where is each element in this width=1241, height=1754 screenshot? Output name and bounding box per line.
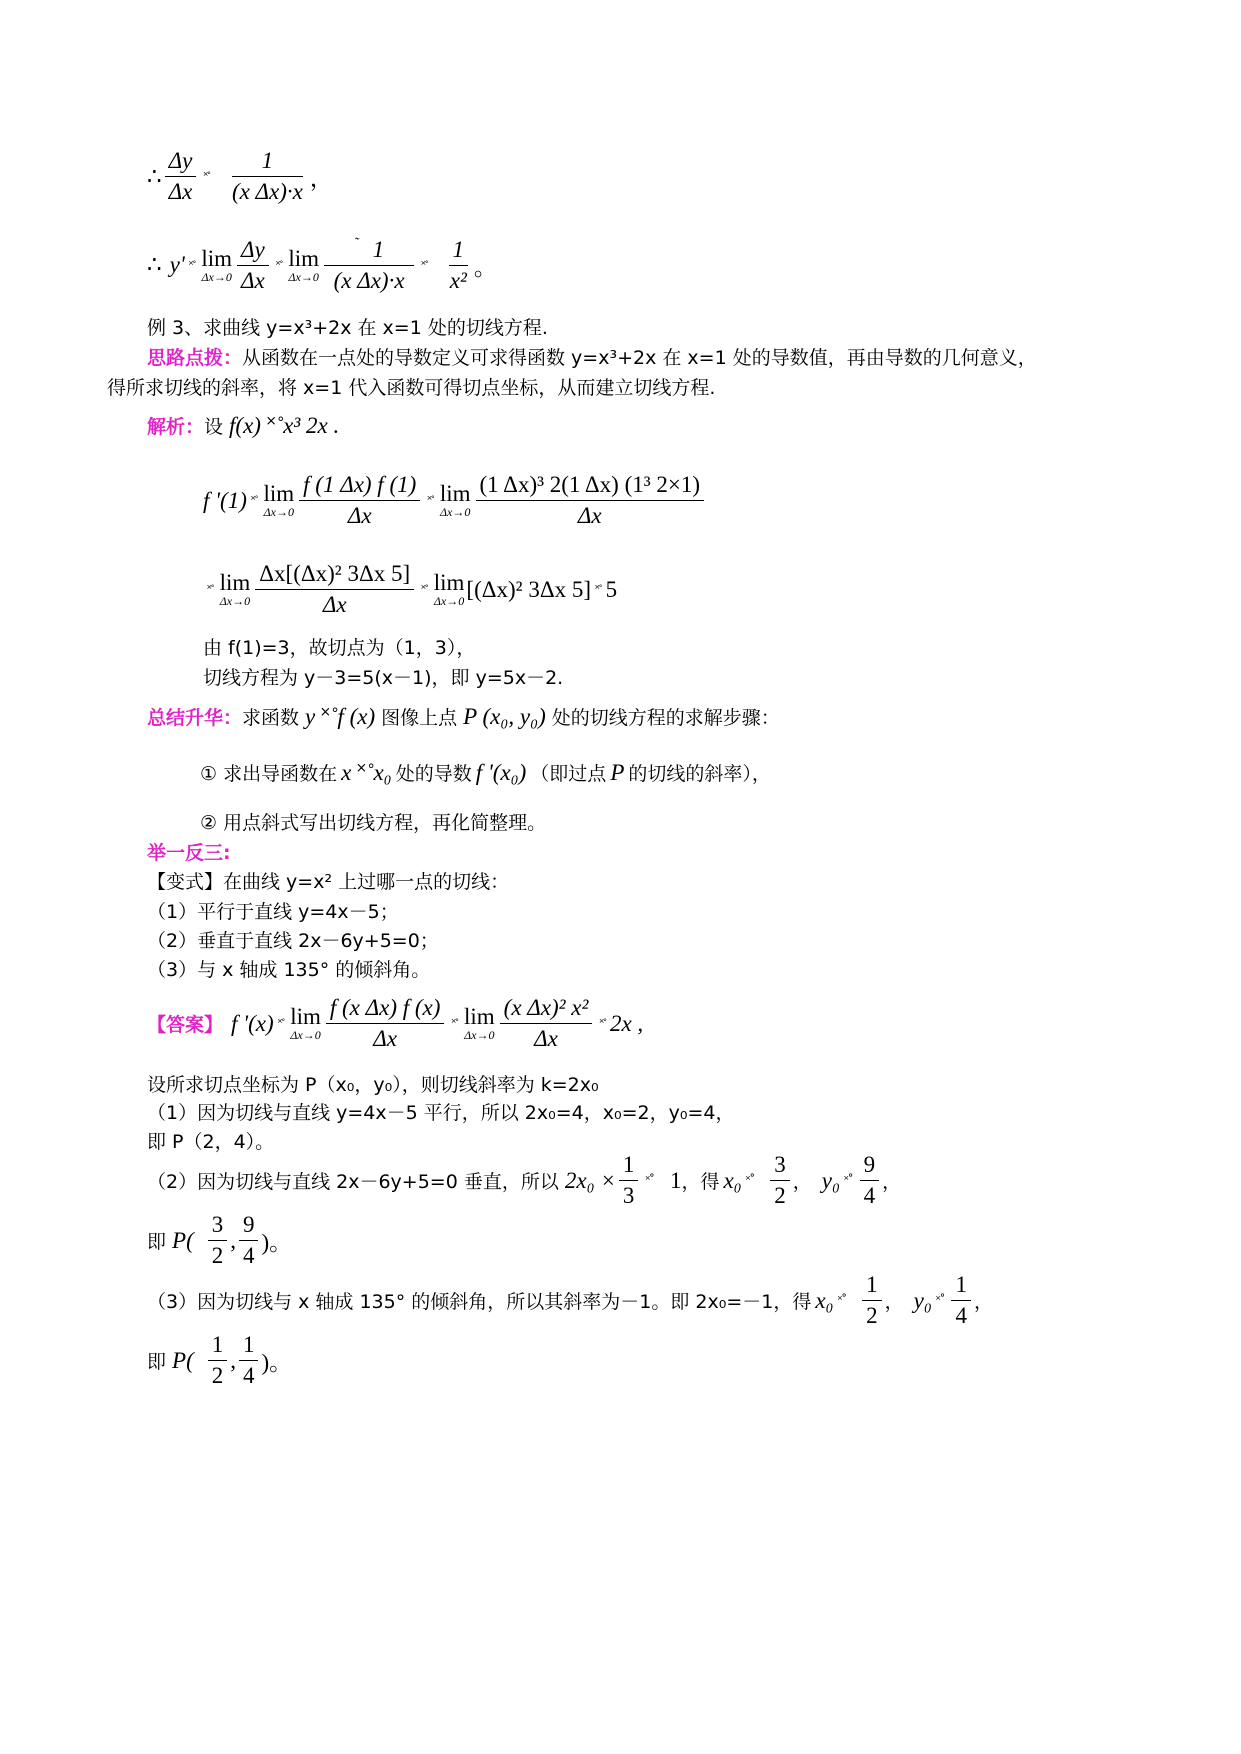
fraction-squared-diff: $\frac{\text{(x Δx)² x²}}{\Delta x}$ <box>500 995 593 1052</box>
limit: lim Δx→0 <box>463 1004 495 1042</box>
solution-label: 解析： <box>147 416 205 438</box>
limit: lim Δx→0 <box>219 570 251 608</box>
summary-step-2: ② 用点斜式写出切线方程，再化简整理。 <box>200 812 547 834</box>
summary-line: 总结升华： 求函数 y ˟˚f (x) 图像上点 P (x₀, y₀) 处的切线方程的求解步骤： <box>147 703 780 729</box>
fraction-diff-quotient: $\frac{f (1 \Delta x) f (1)}{\Delta x}$ <box>299 472 420 529</box>
fraction-one-third: $\frac{1}{3}$ <box>619 1152 639 1209</box>
answer-part-3-point: 即 P( $\frac{1}{2}$ , $\frac{1}{4}$ )。 <box>147 1332 293 1388</box>
fraction-rhs: $\frac{^˜ 1}{\text{(x Δx)·x}}$ <box>324 236 414 294</box>
fraction-dy-dx: $\frac{\Delta y}{\Delta x}$ <box>165 148 197 205</box>
tangent-point: 由 f(1)=3，故切点为（1，3）， <box>203 637 476 659</box>
fraction-three-halves: $\frac{3}{2}$ <box>770 1152 790 1209</box>
limit: lim Δx→0 <box>201 245 233 284</box>
answer-coordinates: 设所求切点坐标为 P（x₀，y₀），则切线斜率为 k=2x₀ <box>147 1074 599 1096</box>
fraction-one-quarter: $\frac{1}{4}$ <box>951 1272 971 1329</box>
limit: lim Δx→0 <box>439 481 471 519</box>
variant-title: 【变式】在曲线 y=x² 上过哪一点的切线： <box>147 871 510 893</box>
derivative-line-2: ˟˚ lim Δx→0 $\frac{\text{Δx[(Δx)² 3Δx 5]}}{\Delta x}$ ˟˚ lim Δx→0 [(Δx)² 3Δx 5] ˟˚ 5 <box>207 561 618 617</box>
limit: lim Δx→0 <box>433 570 465 608</box>
answer-part-2-point: 即 P( $\frac{3}{2}$ , $\frac{9}{4}$ )。 <box>147 1212 293 1268</box>
answer-part-3: （3）因为切线与 x 轴成 135° 的倾斜角，所以其斜率为－1。即 2x₀=－1，得 x₀ ˟˚ $\frac{1}{2}$ ， y₀ ˟˚ $\frac{1}{4}$ ， <box>147 1272 993 1328</box>
variant-item-2: （2）垂直于直线 2x－6y+5=0； <box>147 930 439 952</box>
fraction-one-over-x-squared: $\frac{1}{\text{x²}}$ <box>449 236 467 293</box>
answer-part-1: （1）因为切线与直线 y=4x－5 平行，所以 2x₀=4，x₀=2，y₀=4， <box>147 1102 735 1124</box>
fraction-factored: $\frac{\text{Δx[(Δx)² 3Δx 5]}}{\Delta x}$ <box>255 561 414 618</box>
variant-item-1: （1）平行于直线 y=4x－5； <box>147 901 399 923</box>
hint-label: 思路点拨： <box>147 347 243 369</box>
hint-line-1: 思路点拨：从函数在一点处的导数定义可求得函数 y=x³+2x 在 x=1 处的导数值，再由导数的几何意义， <box>147 347 1037 369</box>
fraction-dy-dx: $\frac{\Delta y}{\Delta x}$ <box>237 237 269 294</box>
answer-part-1-point: 即 P（2，4）。 <box>147 1131 275 1153</box>
therefore-symbol: ∴ <box>147 252 162 277</box>
variant-label: 举一反三: <box>147 842 231 864</box>
limit: lim Δx→0 <box>288 245 319 284</box>
fraction-rhs: $\frac{1}{\text{(x Δx)·x}}$ <box>231 148 303 204</box>
variant-item-3: （3）与 x 轴成 135° 的倾斜角。 <box>147 959 431 981</box>
limit: lim Δx→0 <box>290 1004 321 1042</box>
equals-glyph: ˟˚ <box>203 169 210 183</box>
solution-setup: 解析： 设 f(x) ˟˚x³ 2x . <box>147 412 340 438</box>
fraction-one-half: $\frac{1}{2}$ <box>862 1272 882 1329</box>
formula-1: ∴ $\frac{\Delta y}{\Delta x}$ ˟˚ $\frac{1}{\text{(x Δx)·x}}$ ， <box>147 148 333 204</box>
example-3-title: 例 3、求曲线 y=x³+2x 在 x=1 处的切线方程. <box>147 317 548 339</box>
fraction-diff-quotient: $\frac{\text{f (x Δx) f (x)}}{\Delta x}$ <box>326 995 445 1052</box>
derivative-line-1: f '(1) ˟˚ lim Δx→0 $\frac{f (1 \Delta x) f (1)}{\Delta x}$ ˟˚ lim Δx→0 $\frac{\text{(1 Δx)³ 2(1 Δx) (1³ 2×1)}}{\Delta x}$ <box>203 472 707 529</box>
tangent-equation: 切线方程为 y－3=5(x－1)，即 y=5x－2. <box>203 667 564 689</box>
therefore-symbol: ∴ <box>147 163 162 189</box>
limit: lim Δx→0 <box>263 481 295 519</box>
answer-derivative: 【答案】 f '(x) ˟˚ lim Δx→0 $\frac{\text{f (x Δx) f (x)}}{\Delta x}$ ˟˚ lim Δx→0 $\frac{\text{(x Δx)² x²}}{\Delta x}$ ˟˚ 2x , <box>147 995 644 1051</box>
formula-2: ∴ y' ˟˚ lim Δx→0 $\frac{\Delta y}{\Delta x}$ ˟˚ lim Δx→0 $\frac{^˜ 1}{\text{(x Δx)·x}}$ ˟˚ $\frac{1}{\text{x²}}$ 。 <box>147 236 497 293</box>
summary-step-1: ① 求出导函数在 x ˟˚x₀ 处的导数 f '(x₀) （即过点 P 的切线的斜率）， <box>200 759 771 785</box>
fraction-expanded: $\frac{\text{(1 Δx)³ 2(1 Δx) (1³ 2×1)}}{\Delta x}$ <box>476 472 705 529</box>
answer-part-2: （2）因为切线与直线 2x－6y+5=0 垂直，所以 2x₀ × $\frac{1}{3}$ ˟˚ 1 ，得 x₀ ˟˚ $\frac{3}{2}$ ， y₀ ˟˚ $\frac{9}{4}$ ， <box>147 1152 902 1208</box>
answer-label: 【答案】 <box>147 1014 224 1036</box>
summary-label: 总结升华： <box>147 707 243 729</box>
hint-line-2: 得所求切线的斜率，将 x=1 代入函数可得切点坐标，从而建立切线方程. <box>107 377 716 399</box>
fraction-nine-quarters: $\frac{9}{4}$ <box>860 1152 880 1209</box>
